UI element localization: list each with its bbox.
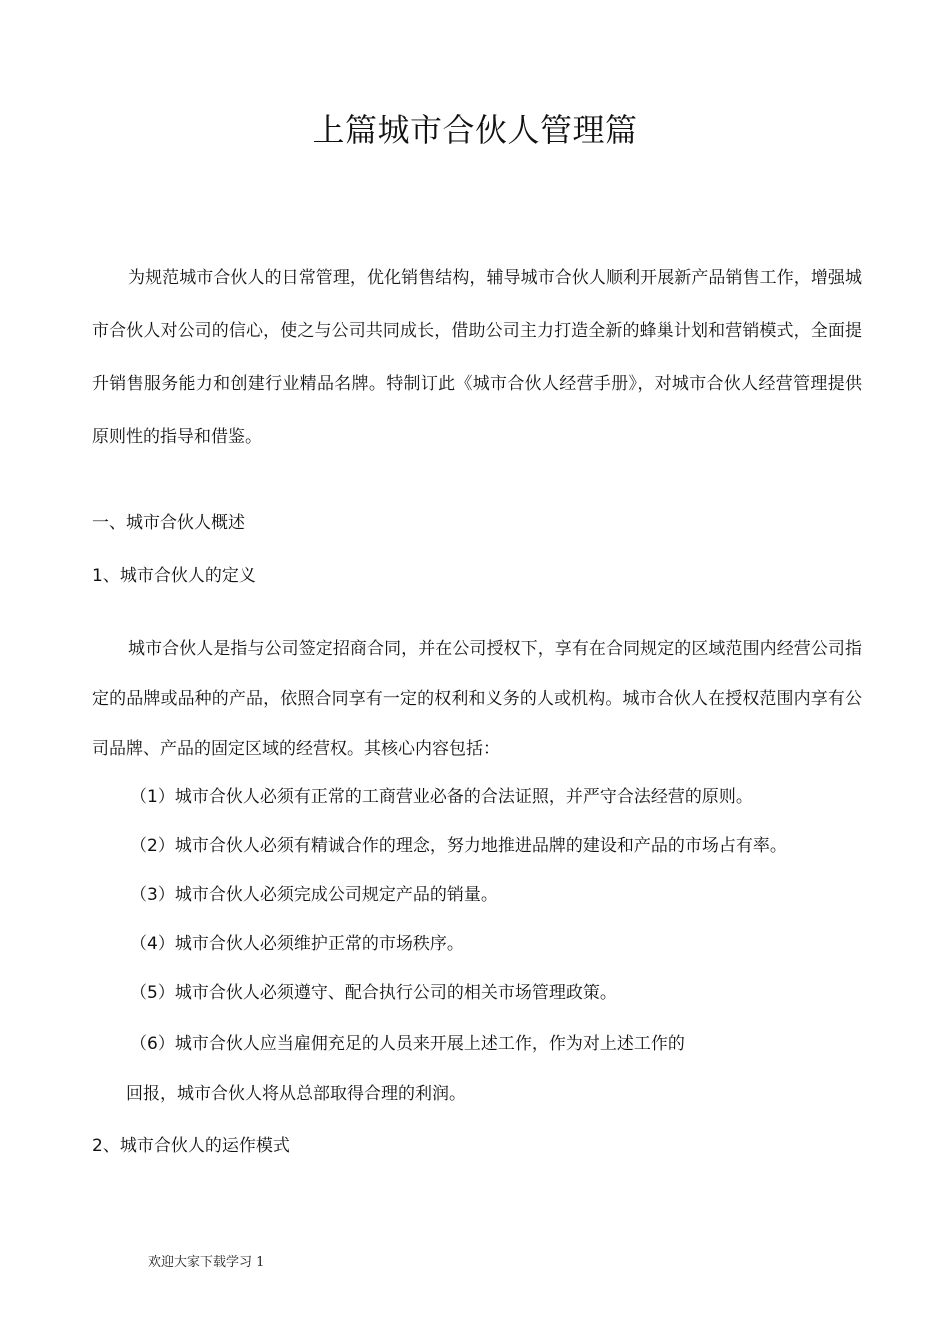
list-item: （2）城市合伙人必须有精诚合作的理念，努力地推进品牌的建设和产品的市场占有率。 [130, 836, 787, 856]
list-item: （3）城市合伙人必须完成公司规定产品的销量。 [130, 885, 498, 905]
list-item: （6）城市合伙人应当雇佣充足的人员来开展上述工作，作为对上述工作的 [130, 1034, 685, 1054]
list-item: （5）城市合伙人必须遵守、配合执行公司的相关市场管理政策。 [130, 983, 617, 1003]
subsection-heading-operation-mode: 2、城市合伙人的运作模式 [92, 1136, 290, 1156]
list-item-continuation: 回报，城市合伙人将从总部取得合理的利润。 [126, 1084, 466, 1104]
intro-paragraph: 为规范城市合伙人的日常管理，优化销售结构，辅导城市合伙人顺利开展新产品销售工作，增强城市合伙人对公司的信心，使之与公司共同成长，借助公司主力打造全新的蜂巢计划和营销模式，全面提升销售服务能力和创建行业精品名牌。特制订此《城市合伙人经营手册》，对城市合伙人经营管理提供原则性的指导和借鉴。 [92, 268, 862, 447]
document-title: 上篇城市合伙人管理篇 [312, 111, 638, 149]
subsection-heading-definition: 1、城市合伙人的定义 [92, 566, 256, 586]
page-footer: 欢迎大家下载学习 1 [148, 1255, 265, 1270]
list-item: （1）城市合伙人必须有正常的工商营业必备的合法证照，并严守合法经营的原则。 [130, 787, 753, 807]
list-item: （4）城市合伙人必须维护正常的市场秩序。 [130, 934, 464, 954]
definition-paragraph: 城市合伙人是指与公司签定招商合同，并在公司授权下，享有在合同规定的区域范围内经营公司指定的品牌或品种的产品，依照合同享有一定的权利和义务的人或机构。城市合伙人在授权范围内享有公司品牌、产品的固定区域的经营权。其核心内容包括： [92, 639, 862, 759]
section-heading-overview: 一、城市合伙人概述 [92, 513, 245, 533]
